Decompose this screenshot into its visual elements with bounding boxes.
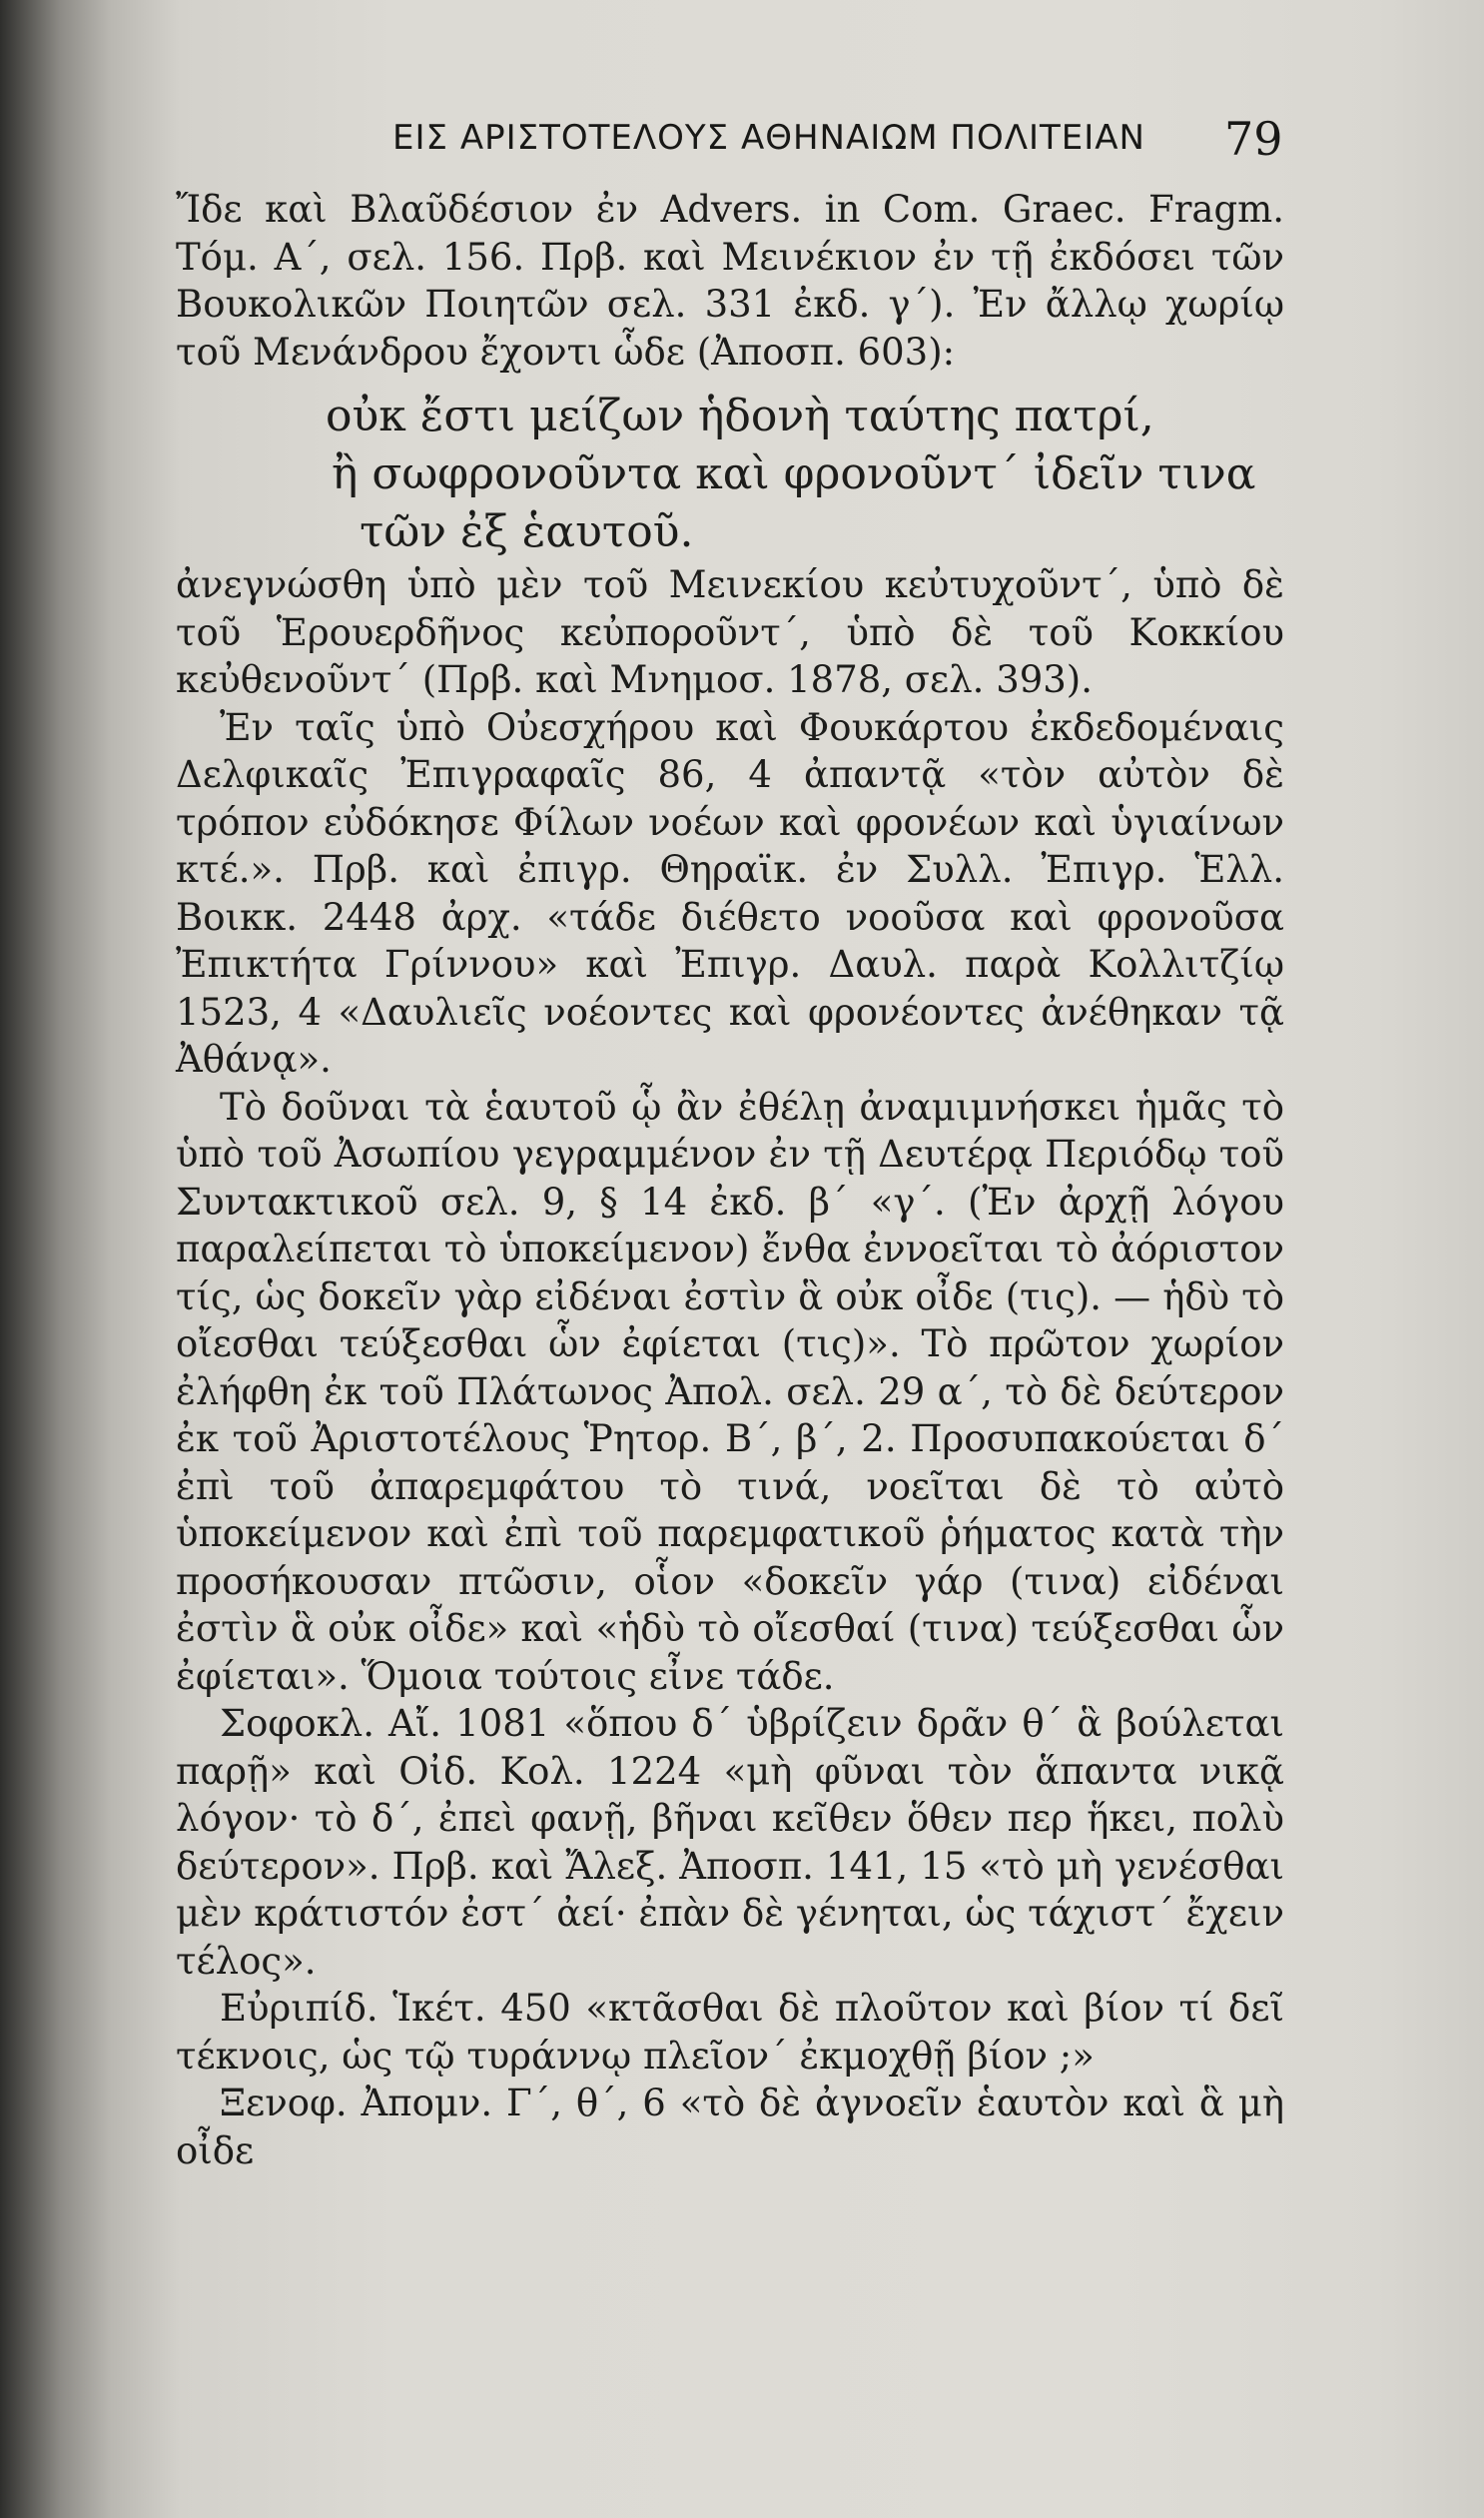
paragraph-6: Εὐριπίδ. Ἱκέτ. 450 «κτᾶσθαι δὲ πλοῦτον καὶ βίον τί δεῖ τέκνοις, ὡς τῷ τυράννῳ πλεῖον΄ ἐκμοχθῇ βίον ;» [176, 1987, 1284, 2078]
paragraph-1: Ἴδε καὶ Βλαῦδέσιον ἐν Advers. in Com. Graec. Fragm. Τόμ. Α΄, σελ. 156. Πρβ. καὶ Μεινέκιον ἐν τῇ ἐκδόσει τῶν Βουκολικῶν Ποιητῶν σελ. 331 ἐκδ. γ΄). Ἐν ἄλλῳ χωρίῳ τοῦ Μενάνδρου ἔχοντι ὧδε (Ἀποσπ. 603): [176, 188, 1284, 374]
paragraph-4: Τὸ δοῦναι τὰ ἑαυτοῦ ᾧ ἂν ἐθέλῃ ἀναμιμνήσκει ἡμᾶς τὸ ὑπὸ τοῦ Ἀσωπίου γεγραμμένον ἐν τῇ Δευτέρᾳ Περιόδῳ τοῦ Συντακτικοῦ σελ. 9, § 14 ἐκδ. β΄ «γ΄. (Ἐν ἀρχῇ λόγου παραλείπεται τὸ ὑποκείμενον) ἔνθα ἐννοεῖται τὸ ἀόριστον τίς, ὡς δοκεῖν γὰρ εἰδέναι ἐστὶν ἃ οὐκ οἶδε (τις). — ἡδὺ τὸ οἴεσθαι τεύξεσθαι ὧν ἐφίεται (τις)». Τὸ πρῶτον χωρίον ἐλήφθη ἐκ τοῦ Πλάτωνος Ἀπολ. σελ. 29 α΄, τὸ δὲ δεύτερον ἐκ τοῦ Ἀριστοτέλους Ῥητορ. Β΄, β΄, 2. Προσυπακούεται δ΄ ἐπὶ τοῦ ἀπαρεμφάτου τὸ τινά, νοεῖται δὲ τὸ αὐτὸ ὑποκείμενον καὶ ἐπὶ τοῦ παρεμφατικοῦ ῥήματος κατὰ τὴν προσήκουσαν πτῶσιν, οἷον «δοκεῖν γάρ (τινα) εἰδέναι ἐστὶν ἃ οὐκ οἶδε» καὶ «ἡδὺ τὸ οἴεσθαί (τινα) τεύξεσθαι ὧν ἐφίεται». Ὅμοια τούτοις εἶνε τάδε. [176, 1085, 1284, 1698]
paragraph-2: ἀνεγνώσθη ὑπὸ μὲν τοῦ Μεινεκίου κεὐτυχοῦντ΄, ὑπὸ δὲ τοῦ Ἑρουερδῆνος κεὐπορoῦντ΄, ὑπὸ δὲ τοῦ Κοκκίου κεὐθενοῦντ΄ (Πρβ. καὶ Μνημοσ. 1878, σελ. 393). [176, 563, 1284, 701]
verse-line-1: οὐκ ἔστι μείζων ἡδονὴ ταύτης πατρί, [326, 391, 1154, 441]
paragraph-3: Ἐν ταῖς ὑπὸ Οὐεσχήρου καὶ Φουκάρτου ἐκδεδομέναις Δελφικαῖς Ἐπιγραφαῖς 86, 4 ἀπαντᾷ «τὸν αὐτὸν δὲ τρόπον εὐδόκησε Φίλων νοέων καὶ φρονέων καὶ ὑγιαίνων κτέ.». Πρβ. καὶ ἐπιγρ. Θηραϊκ. ἐν Συλλ. Ἐπιγρ. Ἑλλ. Βοικκ. 2448 ἀρχ. «τάδε διέθετο νοοῦσα καὶ φρονοῦσα Ἐπικτήτα Γρίννου» καὶ Ἐπιγρ. Δαυλ. παρὰ Κολλιτζίῳ 1523, 4 «Δαυλιεῖς νοέοντες καὶ φρονέοντες ἀνέθηκαν τᾷ Ἀθάνᾳ». [176, 705, 1284, 1081]
verse-line-3: τῶν ἐξ ἑαυτοῦ. [360, 506, 694, 557]
running-header: ΕΙΣ ΑΡΙΣΤΟΤΕΛΟΥΣ ΑΘΗΝΑΙΩΜ ΠΟΛΙΤΕΙΑΝ [392, 118, 1145, 158]
verse-quotation [176, 388, 1284, 561]
verse-line-2: ἢ σωφρονοῦντα καὶ φρονοῦντ΄ ἰδεῖν τινα [332, 448, 1256, 499]
page-number: 79 [1224, 112, 1283, 166]
paragraph-5: Σοφοκλ. Αἴ. 1081 «ὅπου δ΄ ὑβρίζειν δρᾶν θ΄ ἃ βούλεται παρῇ» καὶ Οἰδ. Κολ. 1224 «μὴ φῦναι τὸν ἅπαντα νικᾷ λόγον· τὸ δ΄, ἐπεὶ φανῇ, βῆναι κεῖθεν ὅθεν περ ἥκει, πολὺ δεύτερον». Πρβ. καὶ Ἄλεξ. Ἀποσπ. 141, 15 «τὸ μὴ γενέσθαι μὲν κράτιστόν ἐστ΄ ἀεί· ἐπὰν δὲ γένηται, ὡς τάχιστ΄ ἔχειν τέλος». [176, 1702, 1284, 1983]
page-body [176, 186, 1284, 2174]
paragraph-7: Ξενοφ. Ἀπομν. Γ΄, θ΄, 6 «τὸ δὲ ἀγνοεῖν ἑαυτὸν καὶ ἃ μὴ οἶδε [176, 2082, 1284, 2172]
